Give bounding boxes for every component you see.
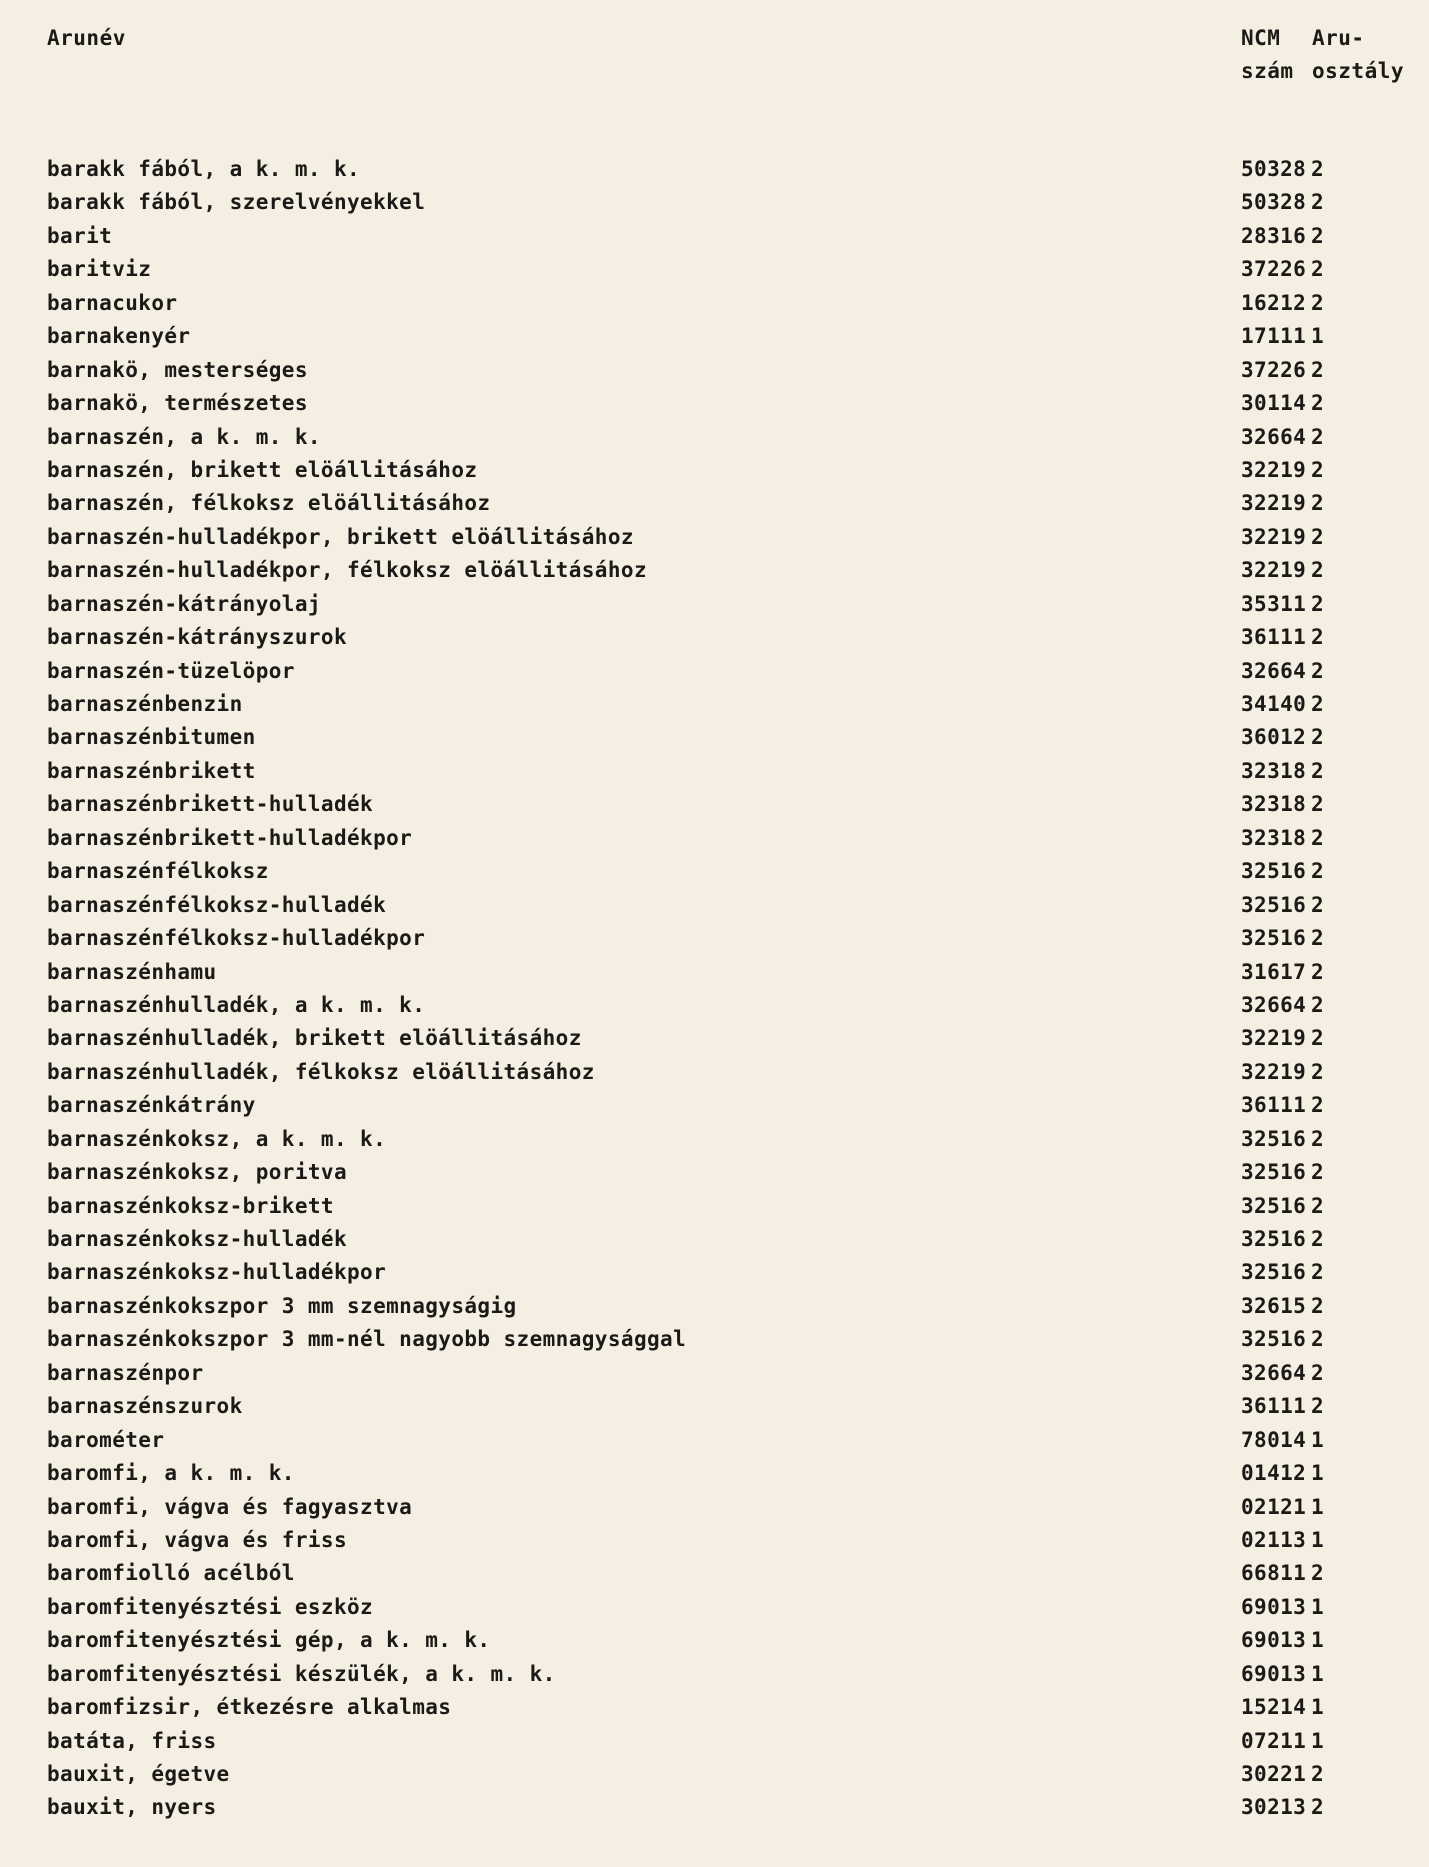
commodity-name: barnaszénbrikett-hulladék [47,792,374,817]
list-item [0,1125,1429,1158]
commodity-class: 2 [1311,1260,1325,1285]
commodity-class: 2 [1311,491,1325,516]
commodity-class: 2 [1311,190,1325,215]
list-item [0,1158,1429,1191]
list-item [0,1459,1429,1492]
ncm-code: 37226 [1241,257,1307,282]
list-item [0,356,1429,389]
ncm-code: 32219 [1241,457,1307,482]
commodity-name: barnaszén, félkoksz elöállitásához [47,491,491,516]
commodity-name: barnaszénbrikett-hulladékpor [47,825,413,850]
column-header-class-line1: Aru- [1312,26,1365,50]
commodity-class: 2 [1311,658,1325,683]
list-item [0,1325,1429,1358]
commodity-name: barnaszénfélkoksz-hulladék [47,892,387,917]
ncm-code: 36111 [1241,625,1307,650]
commodity-class: 1 [1311,1527,1325,1552]
list-item [0,155,1429,188]
commodity-class: 2 [1311,692,1325,716]
ncm-code: 32219 [1241,524,1307,549]
list-item [0,958,1429,991]
commodity-name: barnaszénhulladék, brikett elöállitásához [47,1026,582,1051]
ncm-code: 36012 [1241,725,1307,750]
commodity-class: 2 [1311,1394,1325,1419]
ncm-code: 32664 [1241,424,1307,449]
column-header-class [1312,22,1404,88]
commodity-name: barnaszén-kátrányszurok [47,625,347,650]
commodity-class: 2 [1311,892,1325,917]
commodity-class: 1 [1311,1594,1325,1619]
commodity-class: 1 [1311,324,1325,349]
list-item [0,456,1429,489]
commodity-class: 2 [1311,391,1325,416]
commodity-class: 2 [1311,992,1325,1017]
commodity-name: baromfi, vágva és friss [47,1527,347,1552]
ncm-code: 17111 [1241,324,1307,349]
commodity-class: 2 [1311,1227,1325,1251]
commodity-name: baromfi, a k. m. k. [47,1461,295,1486]
list-item [0,1593,1429,1626]
ncm-code: 35311 [1241,591,1307,616]
commodity-name: barakk fából, szerelvényekkel [47,190,426,215]
commodity-name: baromfi, vágva és fagyasztva [47,1494,413,1519]
list-item [0,723,1429,756]
commodity-class: 2 [1311,1795,1325,1820]
list-item [0,991,1429,1024]
commodity-class: 2 [1311,926,1325,951]
list-item [0,423,1429,456]
commodity-class: 2 [1311,591,1325,616]
commodity-name: barnaszénhulladék, a k. m. k. [47,992,426,1017]
list-item [0,222,1429,255]
ncm-code: 32219 [1241,1026,1307,1051]
commodity-name: baromfitenyésztési készülék, a k. m. k. [47,1661,556,1686]
ncm-code: 30114 [1241,391,1307,416]
list-item [0,790,1429,823]
ncm-code: 66811 [1241,1561,1307,1586]
commodity-name: barakk fából, a k. m. k. [47,157,361,181]
ncm-code: 32516 [1241,1193,1307,1218]
commodity-name: barnaszén, a k. m. k. [47,424,321,449]
ncm-code: 69013 [1241,1661,1307,1686]
commodity-name: barnakenyér [47,324,191,349]
commodity-class: 2 [1311,290,1325,315]
column-header-class-line2: osztály [1312,59,1405,83]
commodity-name: batáta, friss [47,1728,217,1753]
commodity-name: baromfizsir, étkezésre alkalmas [47,1695,452,1720]
ncm-code: 32516 [1241,859,1307,884]
list-item [0,1192,1429,1225]
list-item [0,1225,1429,1258]
commodity-name: barnaszénkoksz, poritva [47,1160,347,1185]
ncm-code: 30213 [1241,1795,1307,1820]
commodity-class: 2 [1311,725,1325,750]
commodity-class: 2 [1311,758,1325,783]
commodity-class: 2 [1311,1762,1325,1786]
ncm-code: 32516 [1241,1327,1307,1352]
ncm-code: 32664 [1241,658,1307,683]
commodity-name: barnaszénbrikett [47,758,256,783]
list-item [0,289,1429,322]
ncm-code: 50328 [1241,190,1307,215]
list-item [0,1091,1429,1124]
ncm-code: 32516 [1241,892,1307,917]
list-item [0,590,1429,623]
list-item [0,1660,1429,1693]
list-item [0,1392,1429,1425]
ncm-code: 01412 [1241,1461,1307,1486]
commodity-name: barnaszénkoksz-hulladék [47,1227,347,1251]
commodity-name: bauxit, nyers [47,1795,217,1820]
ncm-code: 69013 [1241,1628,1307,1653]
commodity-class: 2 [1311,1059,1325,1084]
commodity-name: baritviz [47,257,152,282]
commodity-class: 2 [1311,959,1325,984]
commodity-class: 1 [1311,1461,1325,1486]
commodity-class: 2 [1311,1327,1325,1352]
ncm-code: 37226 [1241,357,1307,382]
list-item [0,523,1429,556]
ncm-code: 32516 [1241,1160,1307,1185]
commodity-class: 2 [1311,1193,1325,1218]
commodity-name: barnaszénszurok [47,1394,243,1419]
list-item [0,556,1429,589]
commodity-class: 2 [1311,524,1325,549]
commodity-class: 2 [1311,457,1325,482]
list-item [0,1493,1429,1526]
list-item [0,891,1429,924]
commodity-class: 2 [1311,859,1325,884]
ncm-code: 32664 [1241,1360,1307,1385]
ncm-code: 32664 [1241,992,1307,1017]
list-item [0,489,1429,522]
ncm-code: 50328 [1241,157,1307,181]
commodity-class: 2 [1311,223,1325,248]
commodity-class: 1 [1311,1494,1325,1519]
commodity-name: barnaszénkátrány [47,1093,256,1118]
commodity-name: barnaszénkokszpor 3 mm-nél nagyobb szemnagysággal [47,1327,687,1352]
commodity-class: 2 [1311,1126,1325,1151]
list-item [0,1559,1429,1592]
commodity-class: 2 [1311,1293,1325,1318]
list-item [0,1258,1429,1291]
commodity-class: 2 [1311,825,1325,850]
column-header-name [47,22,126,55]
ncm-code: 16212 [1241,290,1307,315]
list-item [0,255,1429,288]
commodity-name: barnaszén-hulladékpor, félkoksz elöállitásához [47,558,647,583]
list-item [0,657,1429,690]
commodity-class: 1 [1311,1628,1325,1653]
commodity-class: 2 [1311,157,1325,181]
commodity-name: barnacukor [47,290,178,315]
list-item [0,690,1429,723]
commodity-name: barnaszénkoksz, a k. m. k. [47,1126,387,1151]
ncm-code: 28316 [1241,223,1307,248]
list-item [0,1693,1429,1726]
commodity-name: baromfitenyésztési eszköz [47,1594,374,1619]
ncm-code: 78014 [1241,1427,1307,1452]
list-item [0,1526,1429,1559]
commodity-class: 1 [1311,1695,1325,1720]
ncm-code: 32219 [1241,558,1307,583]
ncm-code: 36111 [1241,1093,1307,1118]
commodity-class: 1 [1311,1728,1325,1753]
commodity-name: barnaszén-kátrányolaj [47,591,321,616]
commodity-name: bauxit, égetve [47,1762,230,1786]
list-item [0,857,1429,890]
list-item [0,1024,1429,1057]
list-item [0,1426,1429,1459]
commodity-name: barit [47,223,113,248]
column-header-ncm [1241,22,1294,88]
ncm-code: 32219 [1241,1059,1307,1084]
ncm-code: 32516 [1241,1126,1307,1151]
list-item [0,322,1429,355]
list-item [0,1727,1429,1760]
ncm-code: 69013 [1241,1594,1307,1619]
commodity-name: barnaszén, brikett elöállitásához [47,457,478,482]
commodity-name: baromfiolló acélból [47,1561,295,1586]
list-item [0,188,1429,221]
commodity-class: 2 [1311,625,1325,650]
commodity-class: 2 [1311,1561,1325,1586]
commodity-class: 2 [1311,1026,1325,1051]
commodity-class: 1 [1311,1427,1325,1452]
commodity-name: barnaszénfélkoksz-hulladékpor [47,926,426,951]
commodity-class: 2 [1311,1360,1325,1385]
column-header-name-label: Arunév [47,26,126,50]
commodity-name: barnakö, természetes [47,391,308,416]
ncm-code: 31617 [1241,959,1307,984]
list-item [0,1058,1429,1091]
commodity-class: 1 [1311,1661,1325,1686]
ncm-code: 32516 [1241,1227,1307,1251]
commodity-class: 2 [1311,1093,1325,1118]
list-item [0,757,1429,790]
ncm-code: 32516 [1241,926,1307,951]
ncm-code: 15214 [1241,1695,1307,1720]
ncm-code: 32318 [1241,825,1307,850]
ncm-code: 07211 [1241,1728,1307,1753]
list-item [0,1760,1429,1793]
ncm-code: 32318 [1241,758,1307,783]
commodity-list [0,155,1429,1827]
commodity-name: barnaszénpor [47,1360,204,1385]
ncm-code: 32516 [1241,1260,1307,1285]
ncm-code: 02121 [1241,1494,1307,1519]
commodity-name: barnakö, mesterséges [47,357,308,382]
list-item [0,924,1429,957]
commodity-class: 2 [1311,257,1325,282]
commodity-name: barnaszénbenzin [47,692,243,716]
list-item [0,389,1429,422]
list-item [0,1359,1429,1392]
list-item [0,1292,1429,1325]
commodity-name: barnaszénhulladék, félkoksz elöállitásához [47,1059,595,1084]
ncm-code: 36111 [1241,1394,1307,1419]
commodity-class: 2 [1311,558,1325,583]
ncm-code: 32615 [1241,1293,1307,1318]
list-item [0,623,1429,656]
commodity-name: barométer [47,1427,165,1452]
commodity-name: barnaszén-hulladékpor, brikett elöállitásához [47,524,634,549]
commodity-name: baromfitenyésztési gép, a k. m. k. [47,1628,491,1653]
ncm-code: 32318 [1241,792,1307,817]
commodity-class: 2 [1311,357,1325,382]
list-item [0,824,1429,857]
commodity-name: barnaszénfélkoksz [47,859,269,884]
ncm-code: 32219 [1241,491,1307,516]
list-item [0,1626,1429,1659]
commodity-name: barnaszénkoksz-brikett [47,1193,334,1218]
commodity-name: barnaszénhamu [47,959,217,984]
commodity-class: 2 [1311,424,1325,449]
commodity-name: barnaszénbitumen [47,725,256,750]
list-item [0,1793,1429,1826]
commodity-name: barnaszénkoksz-hulladékpor [47,1260,387,1285]
column-header-ncm-line2: szám [1241,59,1294,83]
commodity-class: 2 [1311,1160,1325,1185]
commodity-class: 2 [1311,792,1325,817]
ncm-code: 34140 [1241,692,1307,716]
ncm-code: 30221 [1241,1762,1307,1786]
commodity-name: barnaszén-tüzelöpor [47,658,295,683]
commodity-name: barnaszénkokszpor 3 mm szemnagyságig [47,1293,517,1318]
column-header-ncm-line1: NCM [1241,26,1281,50]
ncm-code: 02113 [1241,1527,1307,1552]
